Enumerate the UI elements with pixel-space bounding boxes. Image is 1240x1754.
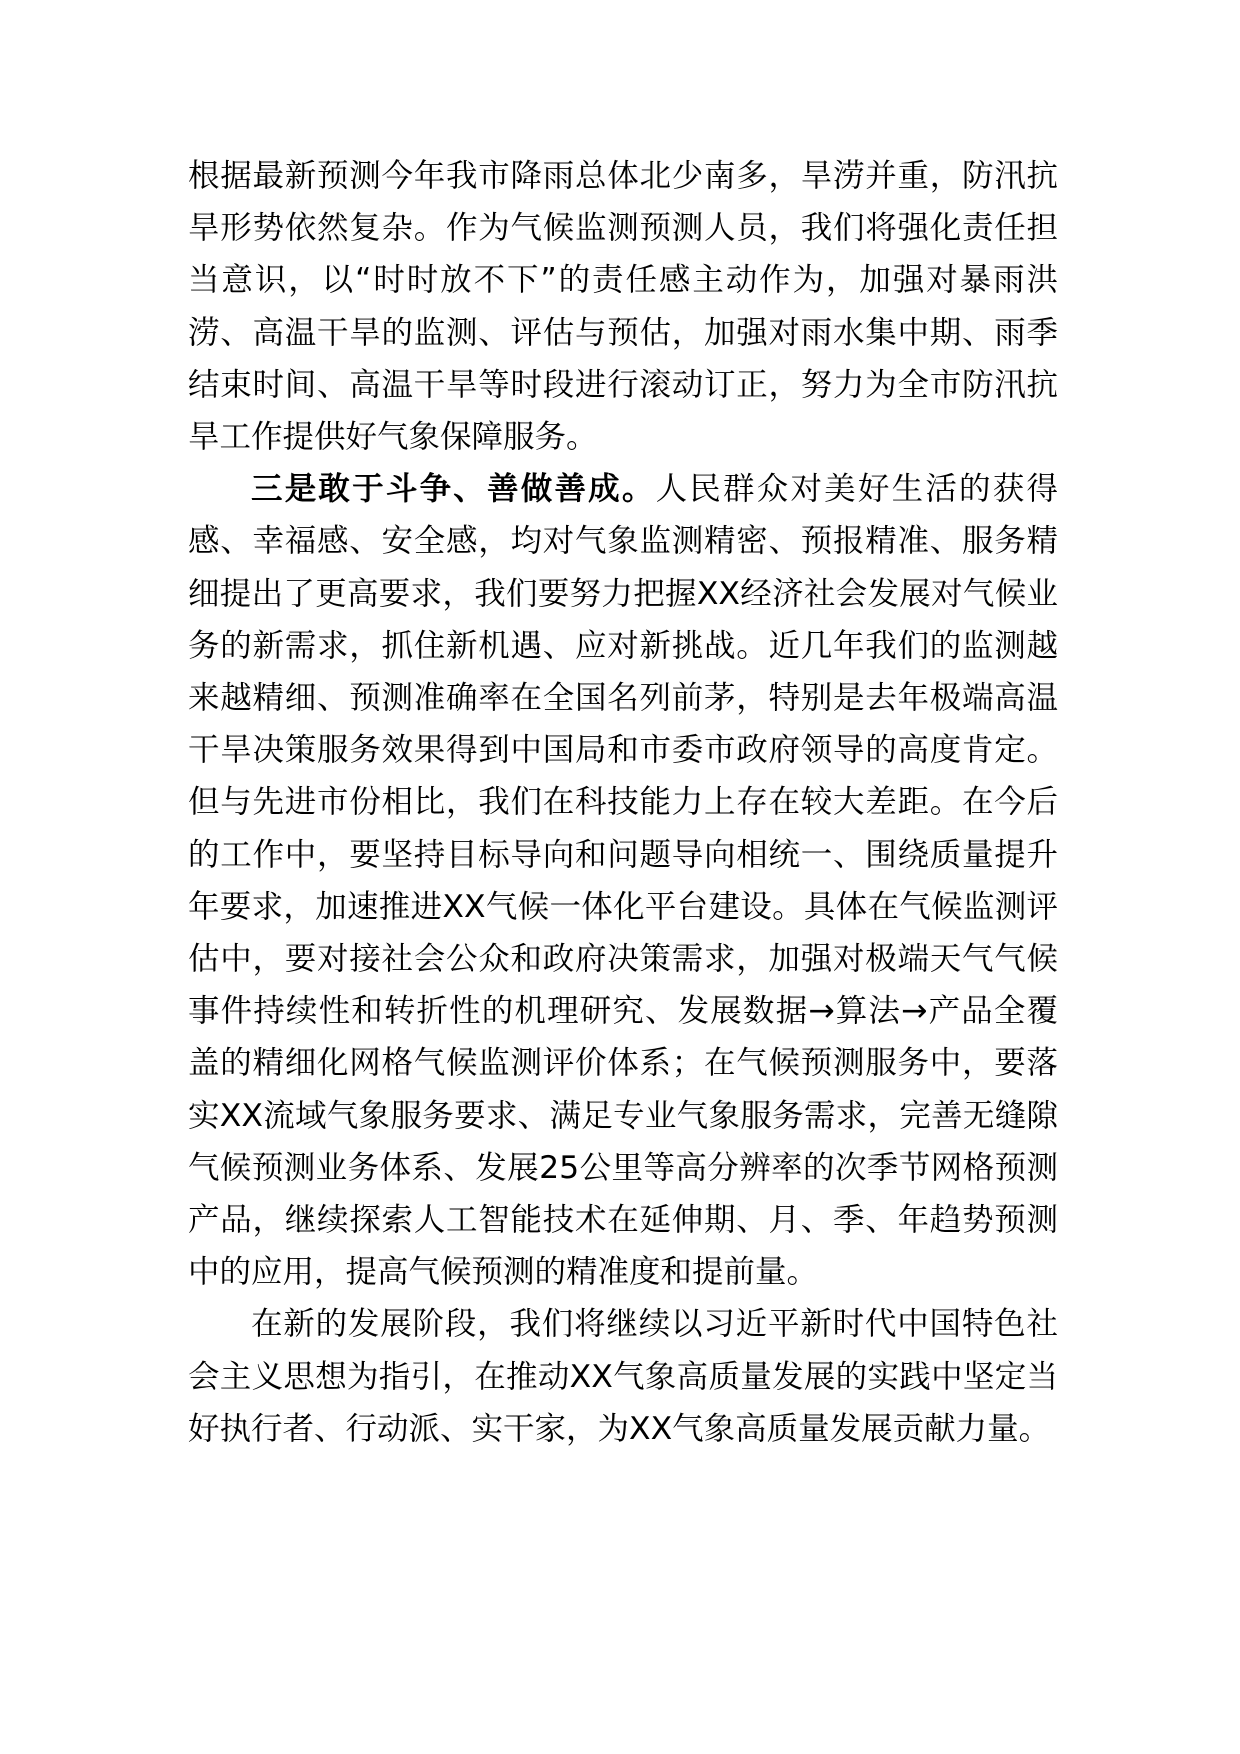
paragraph-heading: 三是敢于斗争、善做善成。 xyxy=(251,471,656,508)
paragraph-continuation xyxy=(188,150,1058,463)
document-body xyxy=(188,150,1058,1455)
paragraph-text: 根据最新预测今年我市降雨总体北少南多，旱涝并重，防汛抗旱形势依然复杂。作为气候监测预测人员，我们将强化责任担当意识，以“时时放不下”的责任感主动作为，加强对暴雨洪涝、高温干旱的监测、评估与预估，加强对雨水集中期、雨季结束时间、高温干旱等时段进行滚动订正，努力为全市防汛抗旱工作提供好气象保障服务。 xyxy=(188,158,1058,456)
paragraph-closing xyxy=(188,1298,1058,1455)
paragraph-point-three xyxy=(188,463,1058,1298)
paragraph-text: 人民群众对美好生活的获得感、幸福感、安全感，均对气象监测精密、预报精准、服务精细提出了更高要求，我们要努力把握XX经济社会发展对气候业务的新需求，抓住新机遇、应对新挑战。近几年我们的监测越来越精细、预测准确率在全国名列前茅，特别是去年极端高温干旱决策服务效果得到中国局和市委市政府领导的高度肯定。但与先进市份相比，我们在科技能力上存在较大差距。在今后的工作中，要坚持目标导向和问题导向相统一、围绕质量提升年要求，加速推进XX气候一体化平台建设。具体在气候监测评估中，要对接社会公众和政府决策需求，加强对极端天气气候事件持续性和转折性的机理研究、发展数据→算法→产品全覆盖的精细化网格气候监测评价体系；在气候预测服务中，要落实XX流域气象服务要求、满足专业气象服务需求，完善无缝隙气候预测业务体系、发展25公里等高分辨率的次季节网格预测产品，继续探索人工智能技术在延伸期、月、季、年趋势预测中的应用，提高气候预测的精准度和提前量。 xyxy=(188,471,1058,1291)
paragraph-text: 在新的发展阶段，我们将继续以习近平新时代中国特色社会主义思想为指引，在推动XX气象高质量发展的实践中坚定当好执行者、行动派、实干家，为XX气象高质量发展贡献力量。 xyxy=(188,1306,1058,1447)
